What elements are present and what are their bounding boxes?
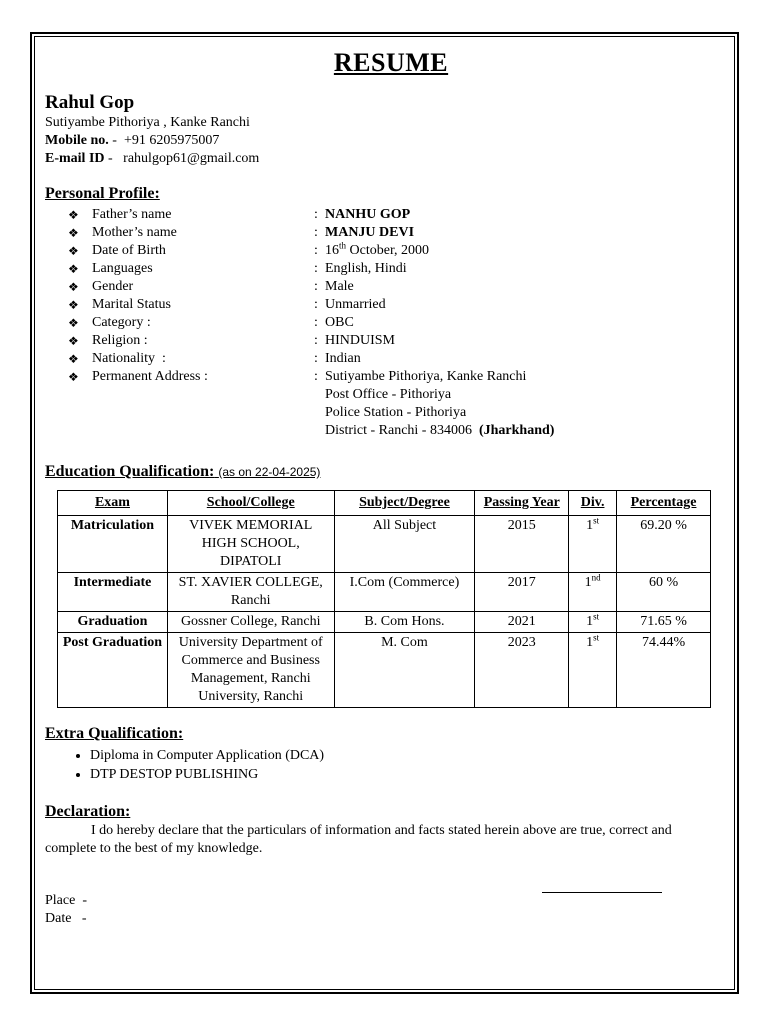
signature-line	[542, 892, 662, 893]
list-item: • DTP DESTOP PUBLISHING	[90, 765, 717, 784]
table-row	[58, 633, 711, 708]
profile-row-category: ❖ Category : : OBC	[45, 314, 717, 332]
profile-row-marital: ❖ Marital Status : Unmarried	[45, 296, 717, 314]
education-heading: Education Qualification: (as on 22-04-2025)	[45, 463, 321, 480]
profile-key: Category :	[92, 315, 151, 330]
profile-key: Nationality :	[92, 351, 166, 366]
declaration-text: I do hereby declare that the particulars of information and facts stated herein above are true, correct and complete to the best of my knowledge.	[45, 823, 672, 856]
div-cell: 1st	[569, 633, 617, 708]
education-table	[57, 490, 711, 708]
extra-qualification-heading: Extra Qualification:	[45, 725, 184, 742]
personal-profile-heading: Personal Profile:	[45, 185, 160, 202]
percentage-cell: 74.44%	[617, 633, 711, 708]
email-line	[45, 150, 717, 168]
profile-value: NANHU GOP	[325, 207, 411, 222]
profile-row-religion: ❖ Religion : : HINDUISM	[45, 332, 717, 350]
resume-title: RESUME	[333, 48, 449, 77]
profile-row-nationality: ❖ Nationality : : Indian	[45, 350, 717, 368]
email-label: E-mail ID	[45, 151, 105, 166]
diamond-bullet-icon: ❖	[68, 244, 79, 258]
profile-key: Religion :	[92, 333, 148, 348]
year-cell: 2017	[475, 573, 569, 612]
table-row	[58, 573, 711, 612]
diamond-bullet-icon: ❖	[68, 208, 79, 222]
profile-key: Gender	[92, 279, 134, 294]
column-header: Passing Year	[475, 491, 569, 516]
subject-cell: All Subject	[334, 516, 475, 573]
div-cell: 1nd	[569, 573, 617, 612]
profile-value: 16th October, 2000	[325, 240, 430, 258]
table-header-row	[58, 491, 711, 516]
profile-key: Date of Birth	[92, 243, 166, 258]
table-row	[58, 612, 711, 633]
profile-row-address: ❖ Permanent Address : : Sutiyambe Pithoriya, Kanke Ranchi Post Office - Pithoriya Police Station - Pithoriya District - Ranchi - 834006 (Jharkhand)	[45, 368, 717, 440]
resume-page	[45, 48, 717, 928]
diamond-bullet-icon: ❖	[68, 280, 79, 294]
declaration-heading: Declaration:	[45, 803, 131, 820]
subject-cell: B. Com Hons.	[334, 612, 475, 633]
diamond-bullet-icon: ❖	[68, 352, 79, 366]
profile-key: Mother’s name	[92, 225, 177, 240]
extra-qualification-list	[45, 746, 717, 784]
personal-profile-list	[45, 206, 717, 440]
exam-cell: Graduation	[58, 612, 168, 633]
profile-row-languages: ❖ Languages : English, Hindi	[45, 260, 717, 278]
address-line: District - Ranchi - 834006 (Jharkhand)	[325, 423, 555, 438]
percentage-cell: 60 %	[617, 573, 711, 612]
diamond-bullet-icon: ❖	[68, 262, 79, 276]
profile-row-father: ❖ Father’s name : NANHU GOP	[45, 206, 717, 224]
date-label: Date -	[45, 911, 87, 926]
mobile-value: +91 6205975007	[123, 133, 220, 148]
address-line: Post Office - Pithoriya	[325, 387, 452, 402]
email-value: rahulgop61@gmail.com	[123, 151, 260, 166]
address-line: Police Station - Pithoriya	[325, 405, 467, 420]
profile-value: MANJU DEVI	[325, 225, 415, 240]
place-label: Place -	[45, 893, 87, 908]
profile-value: OBC	[325, 315, 354, 330]
diamond-bullet-icon: ❖	[68, 316, 79, 330]
email-separator: -	[104, 151, 124, 166]
diamond-bullet-icon: ❖	[68, 226, 79, 240]
diamond-bullet-icon: ❖	[68, 334, 79, 348]
profile-value: English, Hindi	[325, 261, 407, 276]
profile-value	[325, 368, 717, 440]
education-note: (as on 22-04-2025)	[218, 465, 321, 479]
percentage-cell: 71.65 %	[617, 612, 711, 633]
profile-value: Indian	[325, 351, 361, 366]
div-cell: 1st	[569, 516, 617, 573]
year-cell: 2023	[475, 633, 569, 708]
profile-row-gender: ❖ Gender : Male	[45, 278, 717, 296]
school-cell: University Department of Commerce and Business Management, Ranchi University, Ranchi	[167, 633, 334, 708]
div-cell: 1st	[569, 612, 617, 633]
column-header: Percentage	[617, 491, 711, 516]
candidate-address: Sutiyambe Pithoriya , Kanke Ranchi	[45, 115, 250, 130]
percentage-cell: 69.20 %	[617, 516, 711, 573]
school-cell: Gossner College, Ranchi	[167, 612, 334, 633]
subject-cell: I.Com (Commerce)	[334, 573, 475, 612]
column-header: Subject/Degree	[334, 491, 475, 516]
candidate-name: Rahul Gop	[45, 92, 135, 113]
profile-row-mother: ❖ Mother’s name : MANJU DEVI	[45, 224, 717, 242]
profile-key: Permanent Address :	[92, 369, 208, 384]
column-header: School/College	[167, 491, 334, 516]
column-header: Exam	[58, 491, 168, 516]
mobile-separator: -	[108, 133, 124, 148]
profile-key: Marital Status	[92, 297, 171, 312]
profile-key: Father’s name	[92, 207, 172, 222]
mobile-line	[45, 132, 717, 150]
school-cell: ST. XAVIER COLLEGE, Ranchi	[167, 573, 334, 612]
profile-value: Unmarried	[325, 297, 386, 312]
address-line: Sutiyambe Pithoriya, Kanke Ranchi	[325, 369, 527, 384]
table-row	[58, 516, 711, 573]
profile-row-dob: ❖ Date of Birth : 16th October, 2000	[45, 242, 717, 260]
school-cell: VIVEK MEMORIAL HIGH SCHOOL, DIPATOLI	[167, 516, 334, 573]
year-cell: 2015	[475, 516, 569, 573]
profile-value: Male	[325, 279, 354, 294]
year-cell: 2021	[475, 612, 569, 633]
exam-cell: Matriculation	[58, 516, 168, 573]
exam-cell: Intermediate	[58, 573, 168, 612]
profile-value: HINDUISM	[325, 333, 395, 348]
column-header: Div.	[569, 491, 617, 516]
exam-cell: Post Graduation	[58, 633, 168, 708]
diamond-bullet-icon: ❖	[68, 298, 79, 312]
subject-cell: M. Com	[334, 633, 475, 708]
diamond-bullet-icon: ❖	[68, 370, 79, 384]
profile-key: Languages	[92, 261, 153, 276]
list-item: • Diploma in Computer Application (DCA)	[90, 746, 717, 765]
mobile-label: Mobile no.	[45, 133, 109, 148]
